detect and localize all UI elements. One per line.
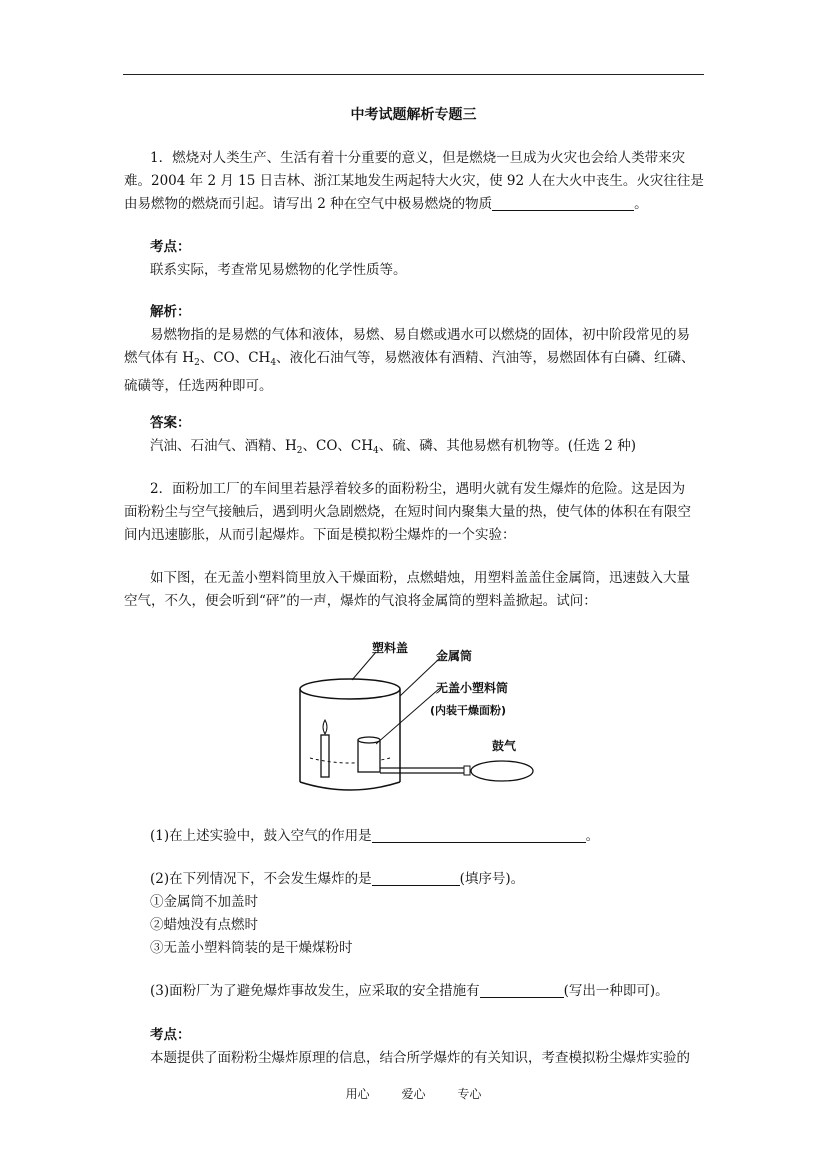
q2-2-answer-blank[interactable] bbox=[372, 871, 460, 886]
q2-2-option-2: ②蜡烛没有点燃时 bbox=[150, 917, 258, 933]
q2-3-text: (3)面粉厂为了避免爆炸事故发生，应采取的安全措施有 bbox=[150, 983, 480, 999]
label-metal-can: 金属筒 bbox=[436, 649, 473, 663]
q2-3-end: (写出一种即可)。 bbox=[563, 983, 669, 999]
subscript-2: 2 bbox=[194, 358, 200, 368]
question-1 bbox=[124, 147, 706, 216]
jiexi-1-line2-b: 、CO、CH bbox=[199, 350, 271, 366]
experiment-figure bbox=[290, 640, 550, 800]
question-2-setup bbox=[124, 567, 706, 613]
page-title: 中考试题解析专题三 bbox=[350, 107, 477, 123]
question-2 bbox=[124, 478, 706, 547]
q2-1-end: 。 bbox=[585, 828, 600, 844]
kaodian-2 bbox=[150, 1024, 706, 1070]
q2-line1: 2．面粉加工厂的车间里若悬浮着较多的面粉粉尘，遇明火就有发生爆炸的危险。这是因为 bbox=[150, 481, 686, 497]
q2-1-text: (1)在上述实验中，鼓入空气的作用是 bbox=[150, 828, 372, 844]
small-plastic-can bbox=[358, 740, 380, 772]
q1-line3-end: 。 bbox=[634, 196, 648, 212]
q2-2-option-1: ①金属筒不加盖时 bbox=[150, 894, 258, 910]
q2-1-answer-blank[interactable] bbox=[372, 828, 586, 843]
air-bulb bbox=[471, 761, 533, 781]
q2-2-end: (填序号)。 bbox=[459, 871, 525, 887]
jiexi-1-line2-c: 、液化石油气等，易燃液体有酒精、汽油等，易燃固体有白磷、红磷、 bbox=[276, 350, 695, 366]
label-small-can-note: (内装干燥面粉) bbox=[430, 704, 507, 717]
label-air-blow: 鼓气 bbox=[492, 739, 517, 753]
daan-1-c: 、硫、磷、其他易燃有机物等。(任选 2 种) bbox=[378, 438, 636, 454]
daan-1-text bbox=[150, 435, 706, 463]
kaodian-1-text: 联系实际，考查常见易燃物的化学性质等。 bbox=[150, 262, 407, 278]
tube-joint bbox=[464, 766, 470, 775]
q1-line1: 1．燃烧对人类生产、生活有着十分重要的意义，但是燃烧一旦成为火灾也会给人类带来灾 bbox=[150, 150, 686, 166]
label-small-can: 无盖小塑料筒 bbox=[436, 681, 509, 695]
q1-answer-blank[interactable] bbox=[492, 196, 634, 211]
q2b-line2: 空气，不久，便会听到“砰”的一声，爆炸的气浪将金属筒的塑料盖掀起。试问： bbox=[124, 593, 597, 609]
daan-1-head: 答案： bbox=[150, 415, 191, 431]
q1-line3 bbox=[124, 193, 706, 216]
question-2-3 bbox=[150, 980, 706, 1003]
q2-line3: 间内迅速膨胀，从而引起爆炸。下面是模拟粉尘爆炸的一个实验： bbox=[124, 527, 516, 543]
leader-lid bbox=[352, 652, 376, 680]
metal-can-top bbox=[300, 679, 400, 699]
candle bbox=[321, 735, 329, 777]
jiexi-1 bbox=[124, 301, 706, 398]
jiexi-1-line2 bbox=[124, 347, 706, 375]
jiexi-1-line3: 硫磺等，任选两种即可。 bbox=[124, 378, 273, 394]
q2-2-option-3: ③无盖小塑料筒装的是干燥煤粉时 bbox=[150, 940, 353, 956]
daan-1-a: 汽油、石油气、酒精、H bbox=[150, 438, 297, 454]
candle-flame bbox=[323, 720, 327, 734]
question-2-1 bbox=[150, 825, 706, 848]
jiexi-1-line1: 易燃物指的是易燃的气体和液体，易燃、易自燃或遇水可以燃烧的固体，初中阶段常见的易 bbox=[150, 327, 690, 343]
question-2-2 bbox=[150, 868, 706, 960]
metal-can-bottom bbox=[300, 782, 400, 790]
q2-2-text: (2)在下列情况下，不会发生爆炸的是 bbox=[150, 871, 372, 887]
kaodian-2-text: 本题提供了面粉粉尘爆炸原理的信息，结合所学爆炸的有关知识，考查模拟粉尘爆炸实验的 bbox=[150, 1050, 690, 1066]
page-footer bbox=[0, 1085, 827, 1102]
jiexi-1-head: 解析： bbox=[150, 304, 191, 320]
q1-line3-text: 由易燃物的燃烧而引起。请写出 2 种在空气中极易燃烧的物质 bbox=[124, 196, 493, 212]
daan-1-b: 、CO、CH bbox=[302, 438, 374, 454]
kaodian-1 bbox=[150, 236, 706, 282]
footer-a: 用心 bbox=[345, 1087, 370, 1101]
q2-3-answer-blank[interactable] bbox=[480, 983, 564, 998]
subscript-2: 2 bbox=[296, 446, 303, 456]
footer-b: 爱心 bbox=[401, 1087, 426, 1101]
q2-2-line bbox=[150, 868, 706, 891]
header-rule bbox=[123, 74, 704, 75]
footer-c: 专心 bbox=[457, 1087, 482, 1101]
subscript-4: 4 bbox=[373, 446, 379, 456]
q2b-line1: 如下图，在无盖小塑料筒里放入干燥面粉，点燃蜡烛，用塑料盖盖住金属筒，迅速鼓入大量 bbox=[150, 570, 690, 586]
kaodian-1-head: 考点： bbox=[150, 239, 191, 255]
jiexi-1-line2-a: 燃气体有 H bbox=[124, 350, 195, 366]
label-plastic-lid: 塑料盖 bbox=[372, 641, 409, 655]
leader-metal bbox=[400, 658, 440, 696]
small-plastic-can-top bbox=[358, 737, 380, 743]
q1-line2: 难。2004 年 2 月 15 日吉林、浙江某地发生两起特大火灾，使 92 人在大火中丧生。火灾往往是 bbox=[124, 173, 704, 189]
q2-line2: 面粉粉尘与空气接触后，遇到明火急剧燃烧，在短时间内聚集大量的热，使气体的体积在有限空 bbox=[124, 504, 691, 520]
kaodian-2-head: 考点： bbox=[150, 1027, 191, 1043]
subscript-4: 4 bbox=[270, 358, 277, 368]
daan-1 bbox=[150, 412, 706, 463]
